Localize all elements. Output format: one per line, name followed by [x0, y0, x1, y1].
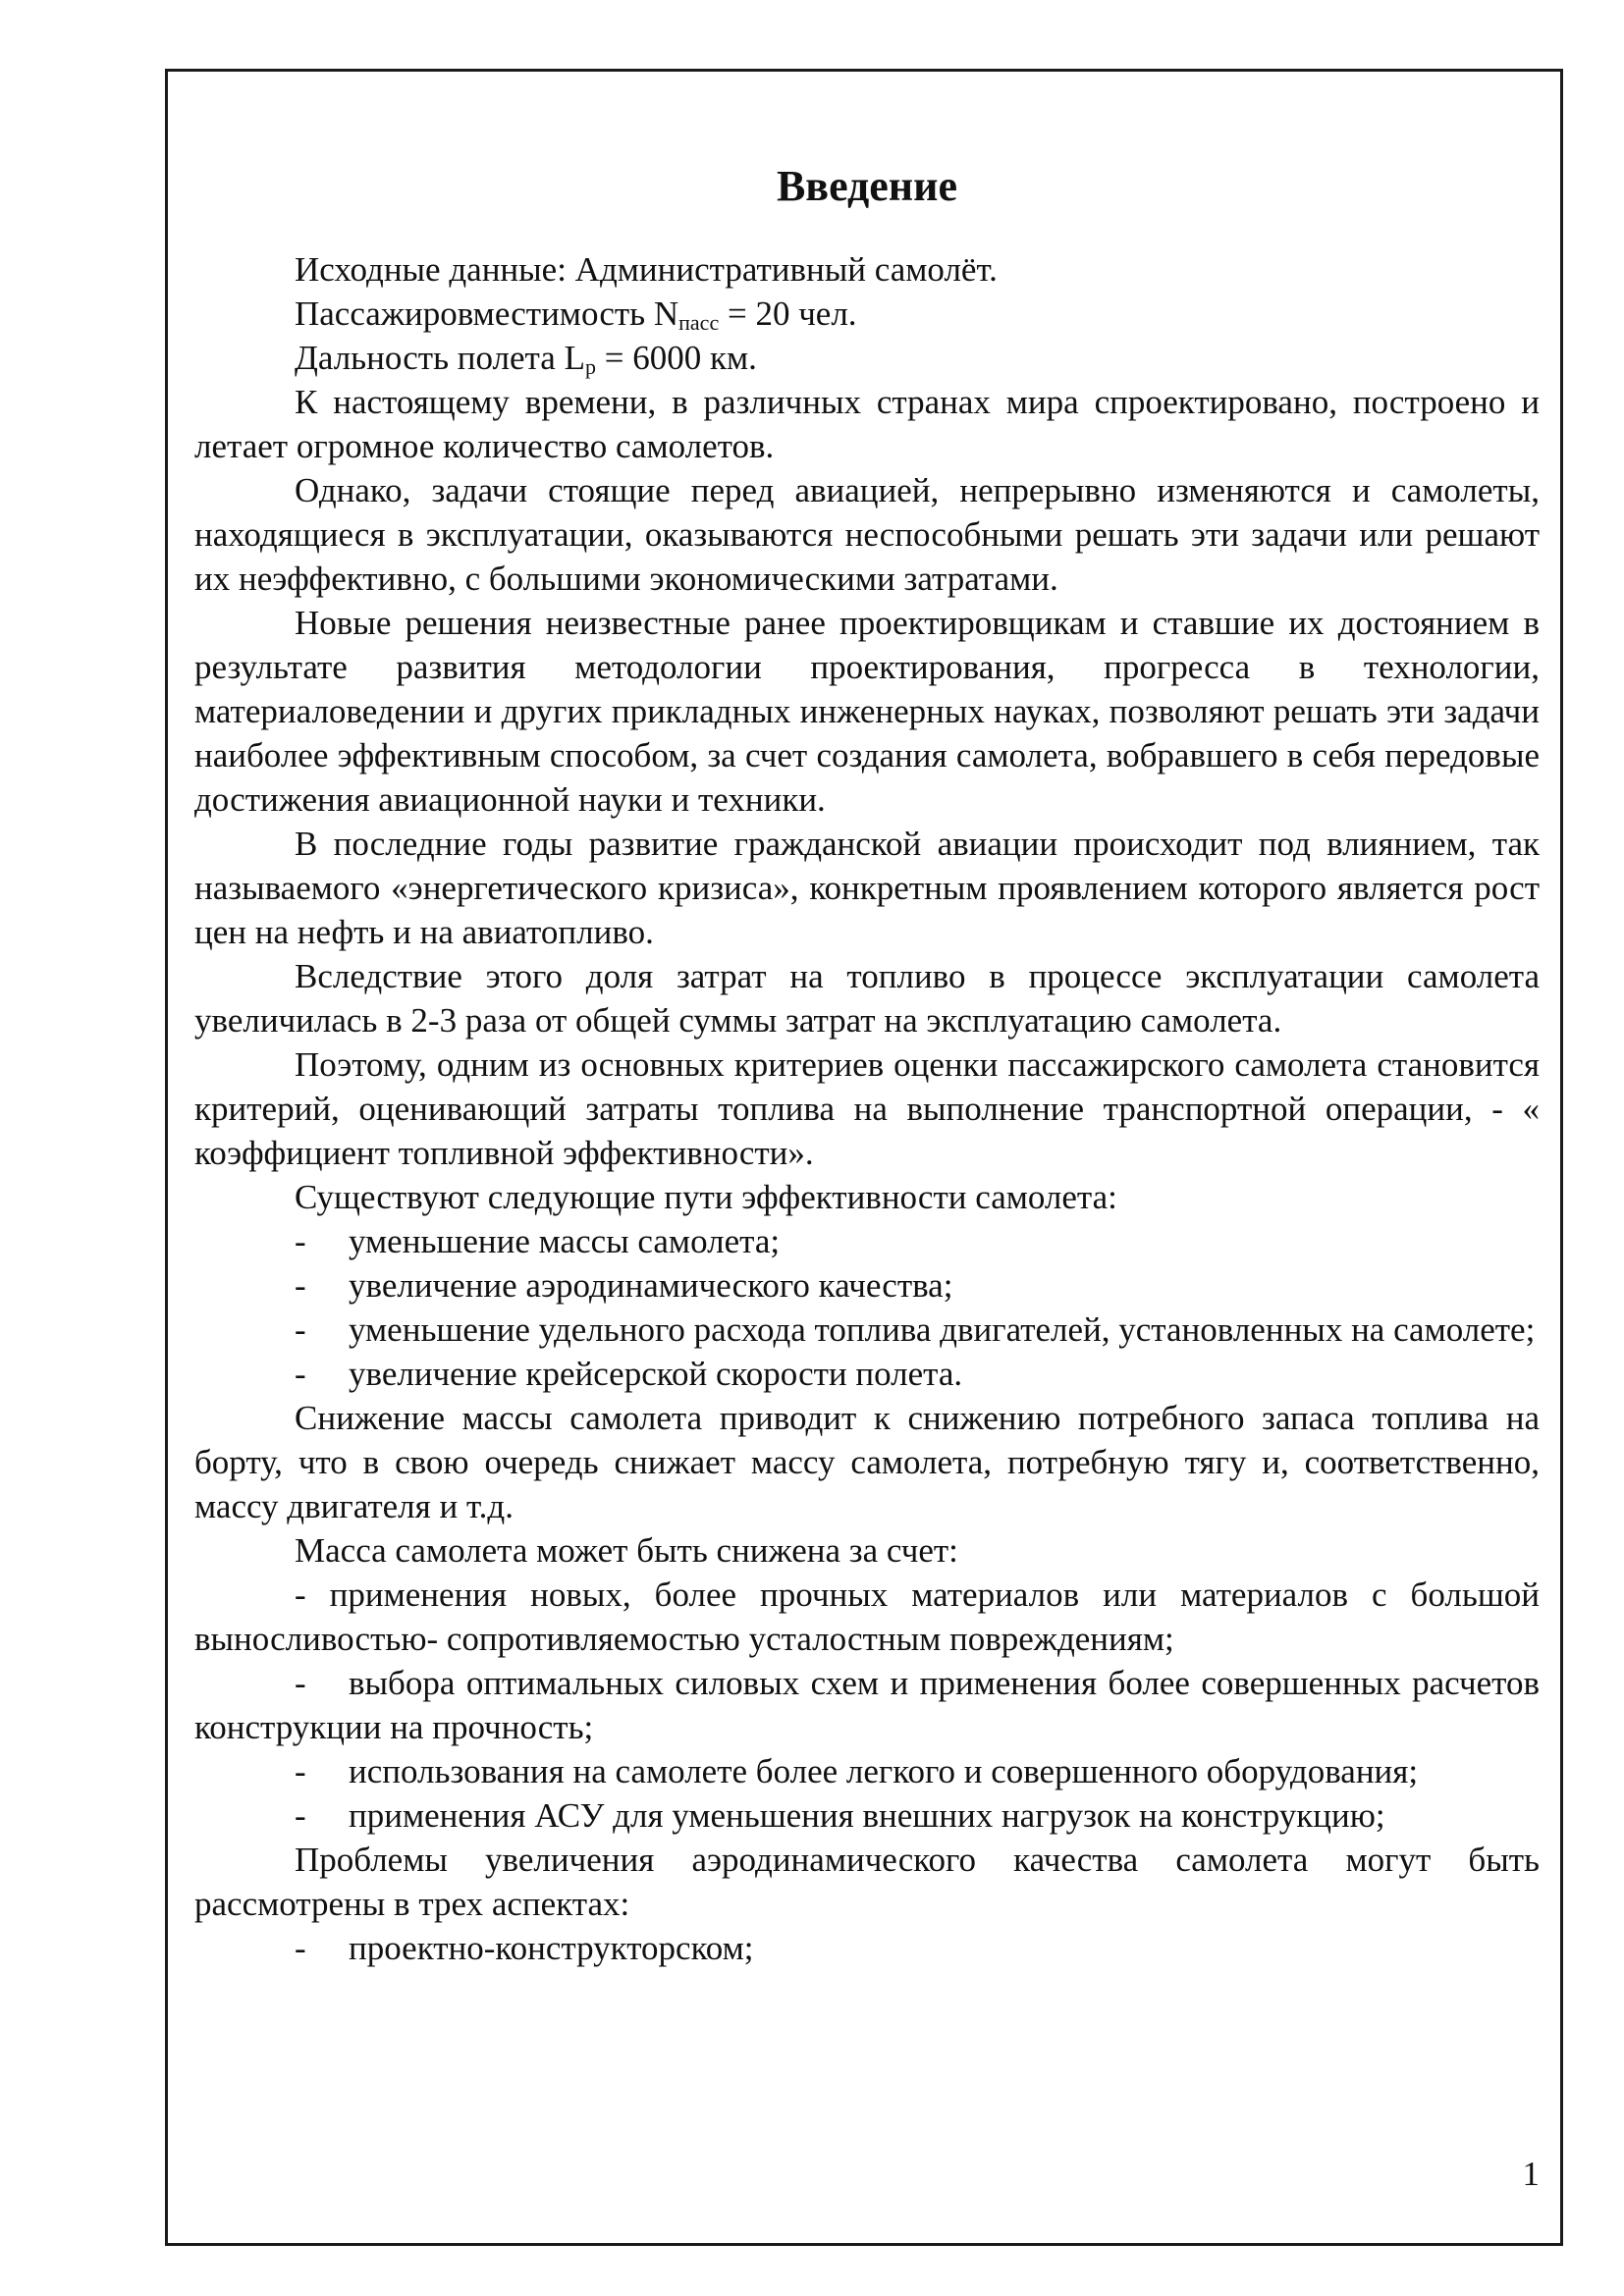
paragraph-source-data: Исходные данные: Административный самолёт. [295, 250, 998, 289]
page-number: 1 [1522, 2155, 1540, 2193]
list-item: - уменьшение удельного расхода топлива двигателей, установленных на самолете; [295, 1310, 1536, 1349]
list-item: - использования на самолете более легкого и совершенного оборудования; [295, 1752, 1419, 1790]
paragraph-text: - применения новых, более прочных материалов или материалов с большой выносливостью- сопротивляемостью усталостным повреждениям; [194, 1575, 1540, 1658]
paragraph-text: Поэтому, одним из основных критериев оценки пассажирского самолета становится критерий, оценивающий затраты топлива на выполнение транспортной операции, - « коэффициент топливной эффективности». [194, 1045, 1540, 1172]
page-title: Введение [776, 162, 958, 210]
paragraph-capacity: Пассажировместимость $N_{пасс} = 20$ чел. [295, 294, 857, 335]
list-item: - проектно-конструкторском; [295, 1929, 754, 1967]
subscript-r: р [584, 354, 596, 379]
list-item: - уменьшение массы самолета; [295, 1222, 781, 1260]
paragraph-text: Однако, задачи стоящие перед авиацией, непрерывно изменяются и самолеты, находящиеся в эксплуатации, оказываются неспособными решать эти задачи или решают их неэффективно, с большими экономическими затратами. [194, 471, 1540, 598]
paragraph-text: Снижение массы самолета приводит к снижению потребного запаса топлива на борту, что в свою очередь снижает массу самолета, потребную тягу и, соответственно, массу двигателя и т.д. [194, 1399, 1540, 1525]
list-item: - увеличение аэродинамического качества; [295, 1266, 953, 1305]
paragraph-range: Дальность полета $L_р = 6000$ км. [295, 339, 757, 379]
paragraph-text: Новые решения неизвестные ранее проектировщикам и ставшие их достоянием в результате развития методологии проектирования, прогресса в технологии, материаловедении и других прикладных инженерных науках, позволяют решать эти задачи наиболее эффективным способом, за счет создания самолета, вобравшего в себя передовые достижения авиационной науки и техники. [194, 604, 1540, 819]
document-body [194, 147, 1540, 1970]
paragraph-text: Вследствие этого доля затрат на топливо в процессе эксплуатации самолета увеличилась в 2-3 раза от общей суммы затрат на эксплуатацию самолета. [194, 957, 1540, 1040]
paragraph-text: Существуют следующие пути эффективности самолета: [295, 1178, 1117, 1216]
paragraph-text: В последние годы развитие гражданской авиации происходит под влиянием, так называемого «энергетического кризиса», конкретным проявлением которого является рост цен на нефть и на авиатопливо. [194, 825, 1540, 951]
list-item: - выбора оптимальных силовых схем и применения более совершенных расчетов конструкции на прочность; [194, 1664, 1540, 1746]
subscript-pass: пасс [678, 310, 720, 335]
paragraph-text: К настоящему времени, в различных странах мира спроектировано, построено и летает огромное количество самолетов. [194, 383, 1540, 465]
paragraph-text: Проблемы увеличения аэродинамического качества самолета могут быть рассмотрены в трех аспектах: [194, 1841, 1540, 1923]
paragraph-text: Масса самолета может быть снижена за счет: [295, 1531, 958, 1570]
list-item: - увеличение крейсерской скорости полета. [295, 1355, 963, 1393]
list-item: - применения АСУ для уменьшения внешних нагрузок на конструкцию; [295, 1796, 1385, 1835]
